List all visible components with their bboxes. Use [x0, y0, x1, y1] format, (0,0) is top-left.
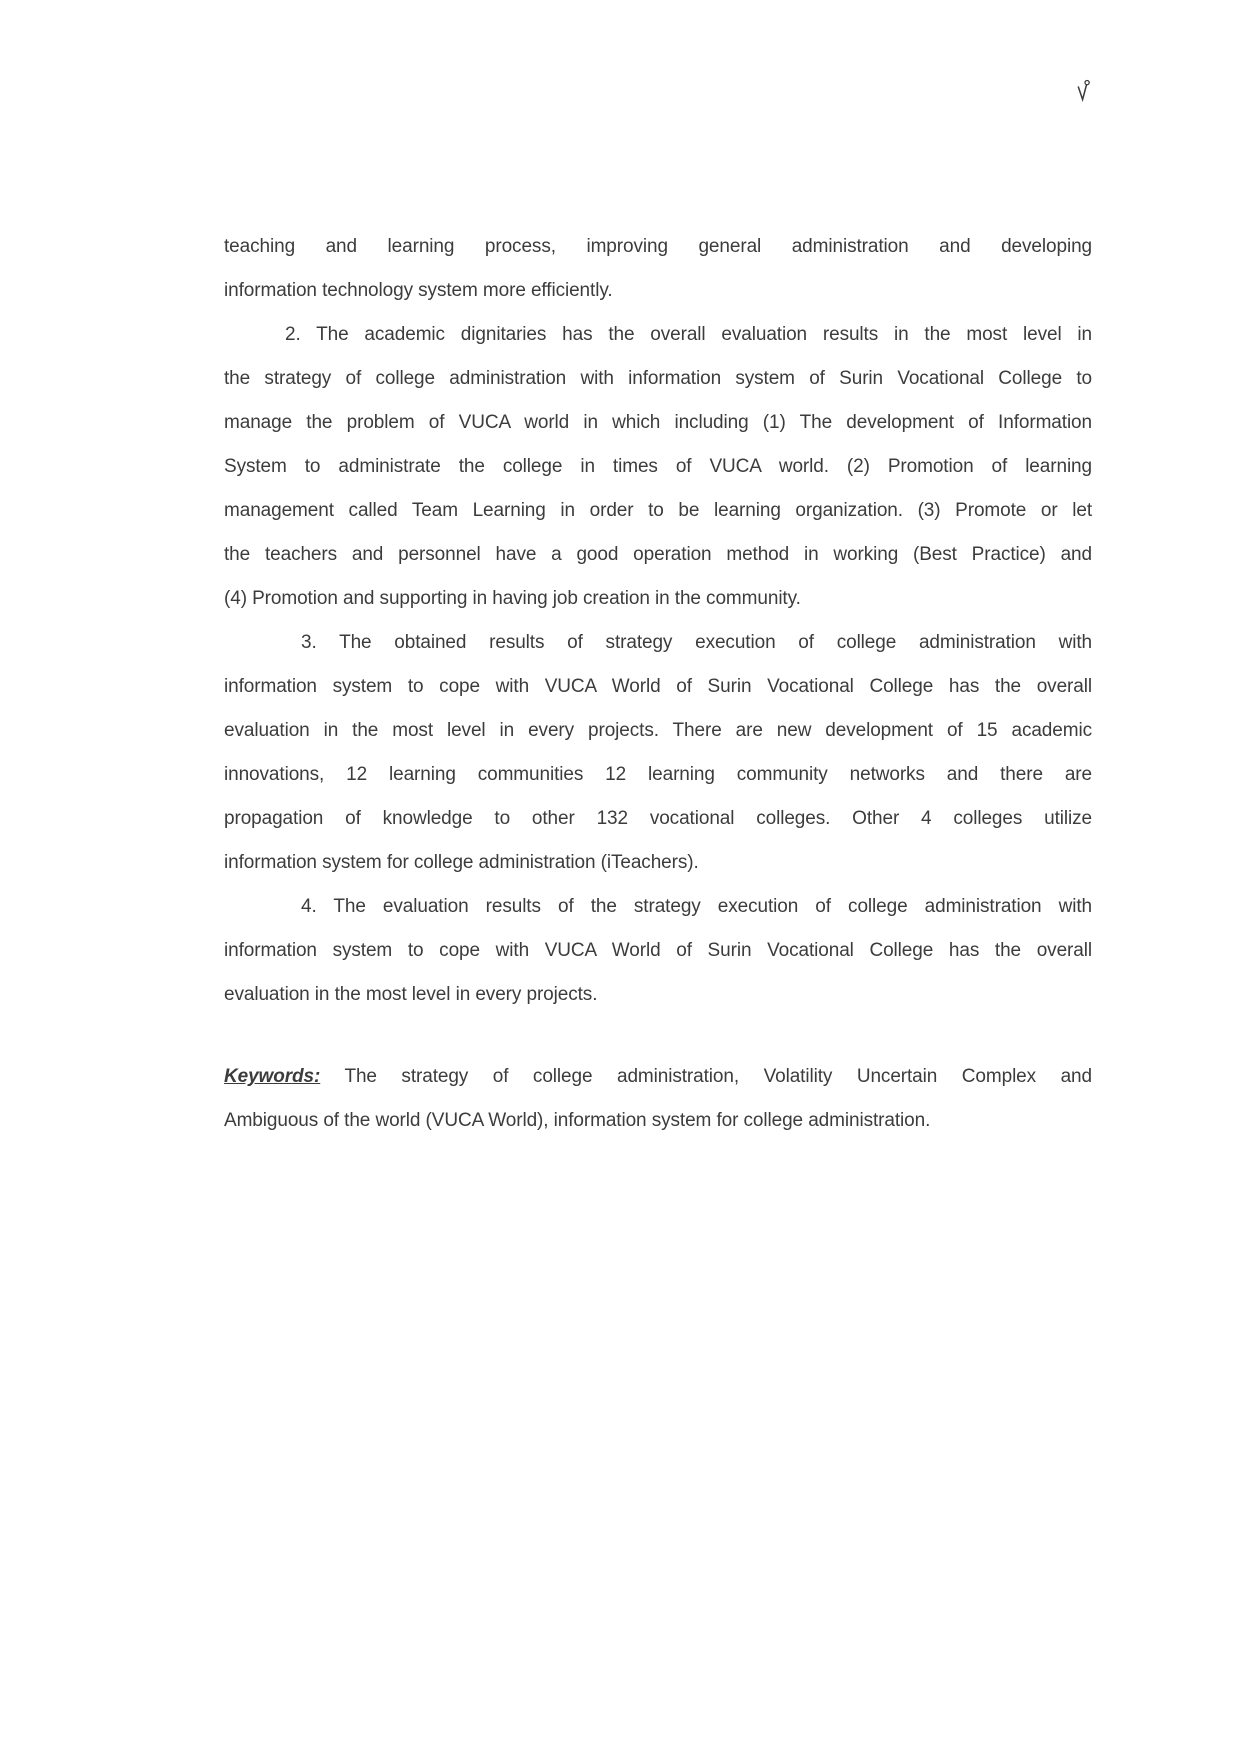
text-line: 4. The evaluation results of the strategy execution of college administration with [301, 896, 1092, 917]
text-line: the teachers and personnel have a good operation method in working (Best Practice) and [224, 544, 1092, 565]
text-line [224, 1055, 1092, 1099]
paragraph-3 [224, 621, 1092, 885]
text-line: management called Team Learning in order to be learning organization. (3) Promote or let [224, 500, 1092, 521]
text-line: propagation of knowledge to other 132 vocational colleges. Other 4 colleges utilize [224, 808, 1092, 829]
keywords-paragraph [224, 1055, 1092, 1143]
abstract-body [224, 225, 1092, 1143]
paragraph-4 [224, 885, 1092, 1017]
text-line: System to administrate the college in times of VUCA world. (2) Promotion of learning [224, 456, 1092, 477]
text-line: manage the problem of VUCA world in which including (1) The development of Information [224, 412, 1092, 433]
paragraph-1 [224, 225, 1092, 313]
text-line: Ambiguous of the world (VUCA World), information system for college administration. [224, 1110, 931, 1131]
keywords-label: Keywords: [224, 1066, 321, 1087]
text-line: evaluation in the most level in every projects. There are new development of 15 academic [224, 720, 1092, 741]
text-line: 2. The academic dignitaries has the overall evaluation results in the most level in [285, 324, 1092, 345]
keywords-text: The strategy of college administration, Volatility Uncertain Complex and [344, 1066, 1092, 1087]
text-line: information system to cope with VUCA World of Surin Vocational College has the overall [224, 676, 1092, 697]
paragraph-2 [224, 313, 1092, 621]
page-number [1075, 78, 1091, 104]
text-line: innovations, 12 learning communities 12 learning community networks and there are [224, 764, 1092, 785]
text-line: 3. The obtained results of strategy execution of college administration with [301, 632, 1092, 653]
text-line: information system to cope with VUCA World of Surin Vocational College has the overall [224, 940, 1092, 961]
text-line: information technology system more efficiently. [224, 280, 613, 301]
text-line: information system for college administration (iTeachers). [224, 852, 699, 873]
text-line: the strategy of college administration with information system of Surin Vocational College to [224, 368, 1092, 389]
text-line: teaching and learning process, improving general administration and developing [224, 236, 1092, 257]
text-line: (4) Promotion and supporting in having job creation in the community. [224, 588, 801, 609]
text-line: evaluation in the most level in every projects. [224, 984, 598, 1005]
